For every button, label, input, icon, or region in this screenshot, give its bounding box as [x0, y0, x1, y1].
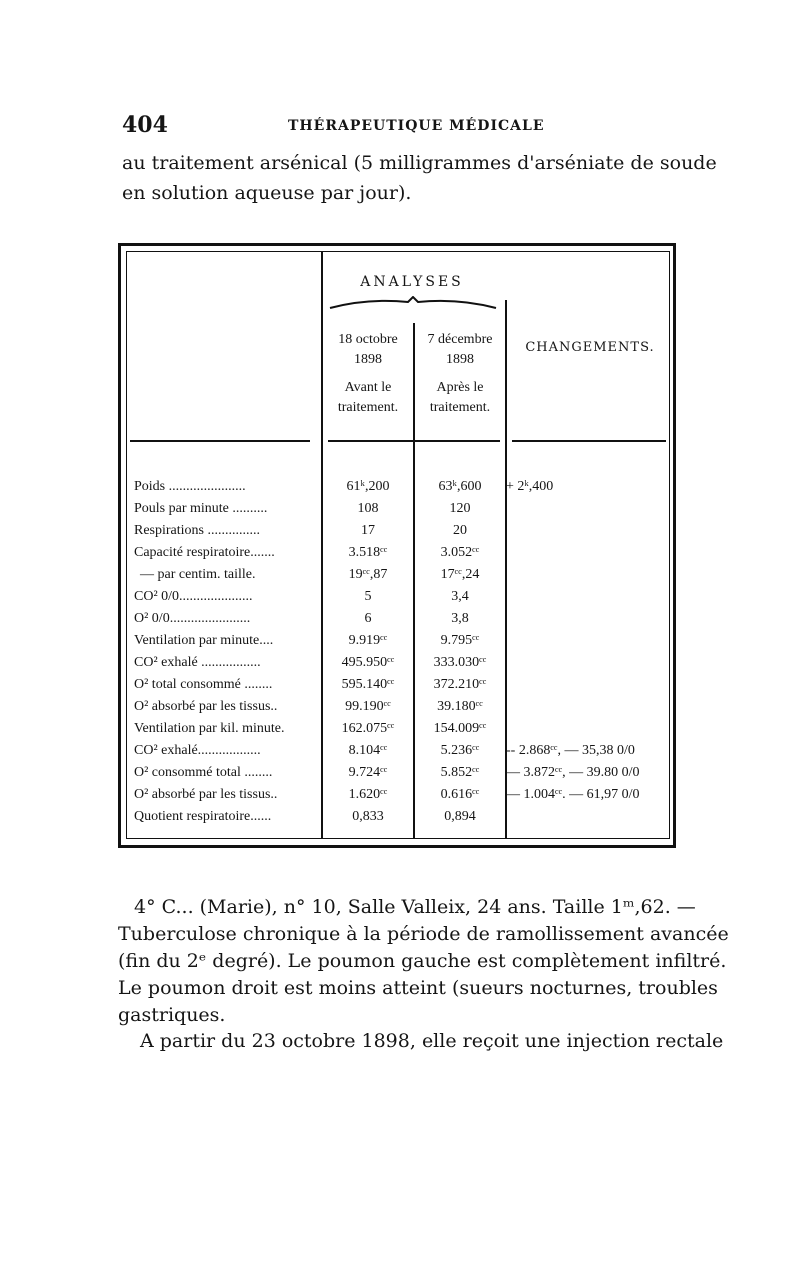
- row-label: CO² exhalé..................: [134, 743, 261, 758]
- table-row: [0, 608, 800, 630]
- row-label: O² absorbé par les tissus..: [134, 787, 278, 802]
- row-label: Respirations ...............: [134, 523, 260, 538]
- value-after: 5.852ᶜᶜ: [440, 765, 480, 780]
- row-label: CO² exhalé .................: [134, 655, 261, 670]
- row-label: Ventilation par minute....: [134, 633, 274, 648]
- value-after: 333.030ᶜᶜ: [433, 655, 487, 670]
- table-row: [0, 718, 800, 740]
- table-row: [0, 806, 800, 828]
- value-before: 162.075ᶜᶜ: [341, 721, 395, 736]
- value-after: 0.616ᶜᶜ: [440, 787, 480, 802]
- table-row: [0, 476, 800, 498]
- col1-header-date: 18 octobre: [338, 332, 398, 347]
- value-before: 5: [364, 589, 372, 604]
- table-row: [0, 762, 800, 784]
- table-row: [0, 630, 800, 652]
- analyses-header: ANALYSES: [360, 274, 464, 290]
- table-row: [0, 740, 800, 762]
- value-after: 63ᵏ,600: [438, 479, 482, 494]
- value-after: 372.210ᶜᶜ: [433, 677, 487, 692]
- col2-header-date: 7 décembre: [427, 332, 493, 347]
- value-after: 3,4: [451, 589, 469, 604]
- row-label: O² consommé total ........: [134, 765, 273, 780]
- running-head: THÉRAPEUTIQUE MÉDICALE: [288, 118, 545, 134]
- table-row: [0, 542, 800, 564]
- col2-header-apres: Après le: [436, 380, 484, 395]
- value-after: 20: [453, 523, 467, 538]
- row-label: Capacité respiratoire.......: [134, 545, 275, 560]
- row-label: Poids ......................: [134, 479, 246, 494]
- table-row: [0, 586, 800, 608]
- value-before: 61ᵏ,200: [346, 479, 390, 494]
- col2-header: [414, 330, 506, 418]
- value-before: 0,833: [352, 809, 384, 824]
- col1-header-year: 1898: [354, 352, 382, 367]
- table-row: [0, 784, 800, 806]
- row-label: O² total consommé ........: [134, 677, 273, 692]
- value-after: 5.236ᶜᶜ: [440, 743, 480, 758]
- value-after: 3,8: [451, 611, 469, 626]
- value-before: 8.104ᶜᶜ: [348, 743, 388, 758]
- table-row: [0, 564, 800, 586]
- paragraph-line: Tuberculose chronique à la période de ramollissement avancée: [118, 923, 729, 945]
- value-after: 0,894: [444, 809, 476, 824]
- table-row: [0, 696, 800, 718]
- value-before: 17: [361, 523, 375, 538]
- value-before: 6: [364, 611, 372, 626]
- row-label: Ventilation par kil. minute.: [134, 721, 285, 736]
- row-label: CO² 0/0.....................: [134, 589, 253, 604]
- changements-header: CHANGEMENTS.: [525, 340, 655, 355]
- value-before: 99.190ᶜᶜ: [345, 699, 391, 714]
- value-before: 1.620ᶜᶜ: [348, 787, 388, 802]
- col1-header-traitement: traitement.: [337, 400, 399, 415]
- table-row: [0, 652, 800, 674]
- value-after: 39.180ᶜᶜ: [437, 699, 483, 714]
- page-number: 404: [122, 112, 168, 138]
- value-before: 495.950ᶜᶜ: [341, 655, 395, 670]
- paragraph-line: 4° C... (Marie), n° 10, Salle Valleix, 24 ans. Taille 1ᵐ,62. —: [134, 896, 696, 918]
- table-row: [0, 498, 800, 520]
- table-row: [0, 520, 800, 542]
- case-paragraph: [118, 894, 729, 1029]
- row-label: Quotient respiratoire......: [134, 809, 272, 824]
- paragraph-line: (fin du 2ᵉ degré). Le poumon gauche est complètement infiltré.: [118, 950, 727, 972]
- row-label: — par centim. taille.: [140, 567, 256, 582]
- paragraph-line: A partir du 23 octobre 1898, elle reçoit une injection rectale: [140, 1030, 724, 1052]
- header-rule: [328, 440, 500, 442]
- value-after: 3.052ᶜᶜ: [440, 545, 480, 560]
- row-label: O² 0/0.......................: [134, 611, 251, 626]
- col2-header-traitement: traitement.: [429, 400, 491, 415]
- treatment-paragraph: [118, 1028, 724, 1055]
- value-after: 9.795ᶜᶜ: [440, 633, 480, 648]
- value-before: 108: [357, 501, 379, 516]
- row-label: O² absorbé par les tissus..: [134, 699, 278, 714]
- value-change: — 1.004ᶜᶜ. — 61,97 0/0: [506, 787, 640, 802]
- value-change: — 3.872ᶜᶜ, — 39.80 0/0: [506, 765, 640, 780]
- col1-header-avant: Avant le: [344, 380, 392, 395]
- value-before: 19ᶜᶜ,87: [348, 567, 388, 582]
- brace-icon: [328, 296, 498, 310]
- paragraph-line: Le poumon droit est moins atteint (sueurs nocturnes, troubles: [118, 977, 718, 999]
- value-before: 595.140ᶜᶜ: [341, 677, 395, 692]
- intro-line: en solution aqueuse par jour).: [122, 182, 412, 204]
- table-row: [0, 674, 800, 696]
- value-after: 17ᶜᶜ,24: [440, 567, 480, 582]
- header-rule: [512, 440, 666, 442]
- value-change: + 2ᵏ,400: [506, 479, 554, 494]
- value-change: -- 2.868ᶜᶜ, — 35,38 0/0: [506, 743, 635, 758]
- value-before: 9.919ᶜᶜ: [348, 633, 388, 648]
- intro-paragraph: [122, 148, 717, 208]
- header-rule: [130, 440, 310, 442]
- row-label: Pouls par minute ..........: [134, 501, 268, 516]
- value-before: 9.724ᶜᶜ: [348, 765, 388, 780]
- intro-line: au traitement arsénical (5 milligrammes d'arséniate de soude: [122, 152, 717, 174]
- value-after: 120: [449, 501, 471, 516]
- value-before: 3.518ᶜᶜ: [348, 545, 388, 560]
- value-after: 154.009ᶜᶜ: [433, 721, 487, 736]
- paragraph-line: gastriques.: [118, 1004, 226, 1026]
- col2-header-year: 1898: [446, 352, 474, 367]
- col1-header: [322, 330, 414, 418]
